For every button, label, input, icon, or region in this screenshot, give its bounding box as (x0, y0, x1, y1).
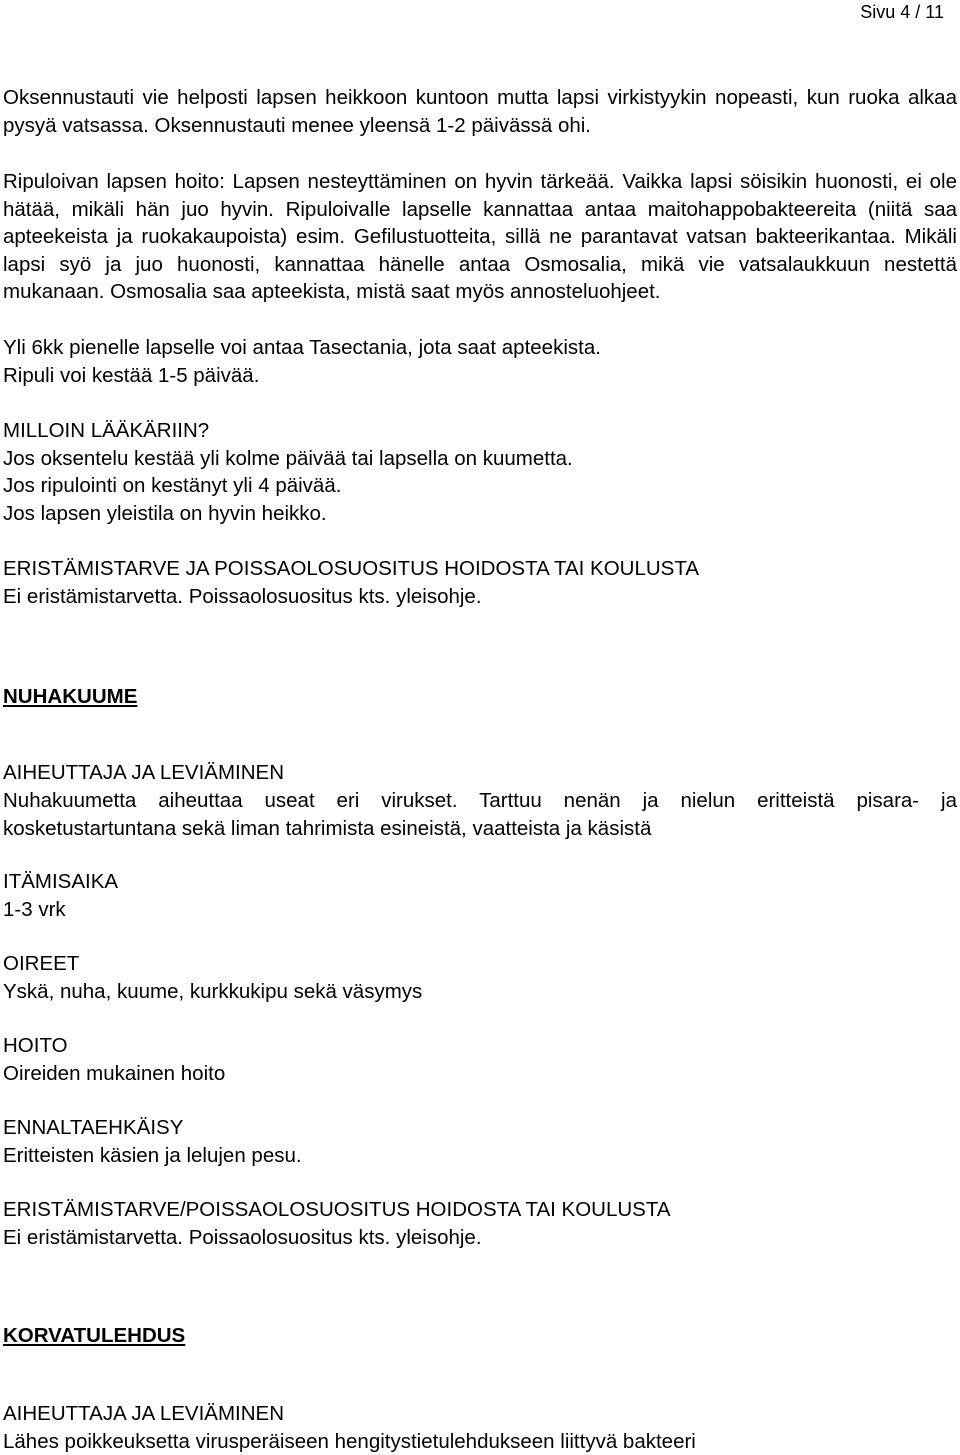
isolation-title: ERISTÄMISTARVE/POISSAOLOSUOSITUS HOIDOSTA TAI KOULUSTA (3, 1198, 671, 1221)
isolation-section-1 (3, 555, 957, 610)
cause-text: Lähes poikkeuksetta virusperäiseen hengitystietulehdukseen liittyvä bakteeri (3, 1429, 696, 1453)
nuhakuume-cause-text: Nuhakuumetta aiheuttaa useat eri virukset. Tarttuu nenän ja nielun eritteistä pisara- ja kosketustartuntana sekä liman tahrimista esineistä, vaatteista ja käsistä (3, 789, 957, 840)
symptoms-title: OIREET (3, 952, 80, 975)
heading-korvatulehdus: KORVATULEHDUS (3, 1324, 186, 1347)
page-number: Sivu 4 / 11 (860, 2, 944, 22)
diarrhea-extra (3, 334, 957, 389)
treatment-title: HOITO (3, 1034, 68, 1057)
nuhakuume-isolation (3, 1196, 957, 1251)
incubation-text: 1-3 vrk (3, 897, 66, 921)
heading-nuhakuume: NUHAKUUME (3, 685, 138, 708)
korvatulehdus-cause (3, 1400, 957, 1455)
isolation-text: Ei eristämistarvetta. Poissaolosuositus kts. yleisohje. (3, 584, 482, 608)
nuhakuume-incubation (3, 868, 957, 923)
treatment-text: Oireiden mukainen hoito (3, 1061, 226, 1085)
nuhakuume-prevention (3, 1114, 957, 1169)
when-to-doctor-section (3, 417, 957, 527)
prevention-title: ENNALTAEHKÄISY (3, 1116, 184, 1139)
isolation-text: Ei eristämistarvetta. Poissaolosuositus kts. yleisohje. (3, 1225, 482, 1249)
cause-title: AIHEUTTAJA JA LEVIÄMINEN (3, 1402, 284, 1425)
tasectan-line: Yli 6kk pienelle lapselle voi antaa Tasectania, jota saat apteekista. (3, 336, 601, 359)
diarrhea-duration-line: Ripuli voi kestää 1-5 päivää. (3, 363, 260, 387)
nuhakuume-symptoms (3, 950, 957, 1005)
symptoms-text: Yskä, nuha, kuume, kurkkukipu sekä väsymys (3, 979, 423, 1003)
nuhakuume-cause-title: AIHEUTTAJA JA LEVIÄMINEN (3, 761, 284, 784)
paragraph-diarrhea-care: Ripuloivan lapsen hoito: Lapsen nesteyttäminen on hyvin tärkeää. Vaikka lapsi söisikin huonosti, ei ole hätää, mikäli hän juo hyvin. Ripuloivalle lapselle kannattaa antaa maitohappobakteereita (niitä saa apteekeista ja ruokakaupoista) esim. Gefilustuotteita, sillä ne parantavat vatsan bakteerikantaa. Mikäli lapsi syö ja juo huonosti, kannattaa hänelle antaa Osmosalia, mikä vie vatsalaukkuun nestettä mukanaan. Osmosalia saa apteekista, mistä saat myös annosteluohjeet. (3, 170, 957, 304)
nuhakuume-treatment (3, 1032, 957, 1087)
incubation-title: ITÄMISAIKA (3, 870, 119, 893)
paragraph-vomiting-duration: Oksennustauti vie helposti lapsen heikkoon kuntoon mutta lapsi virkistyykin nopeasti, kun ruoka alkaa pysyä vatsassa. Oksennustauti menee yleensä 1-2 päivässä ohi. (3, 86, 957, 137)
when-to-doctor-line: Jos ripulointi on kestänyt yli 4 päivää. (3, 474, 342, 498)
prevention-text: Eritteisten käsien ja lelujen pesu. (3, 1143, 302, 1167)
when-to-doctor-line: Jos lapsen yleistila on hyvin heikko. (3, 501, 327, 525)
when-to-doctor-line: Jos oksentelu kestää yli kolme päivää tai lapsella on kuumetta. (3, 446, 573, 470)
when-to-doctor-title: MILLOIN LÄÄKÄRIIN? (3, 419, 210, 442)
isolation-title: ERISTÄMISTARVE JA POISSAOLOSUOSITUS HOIDOSTA TAI KOULUSTA (3, 557, 700, 580)
